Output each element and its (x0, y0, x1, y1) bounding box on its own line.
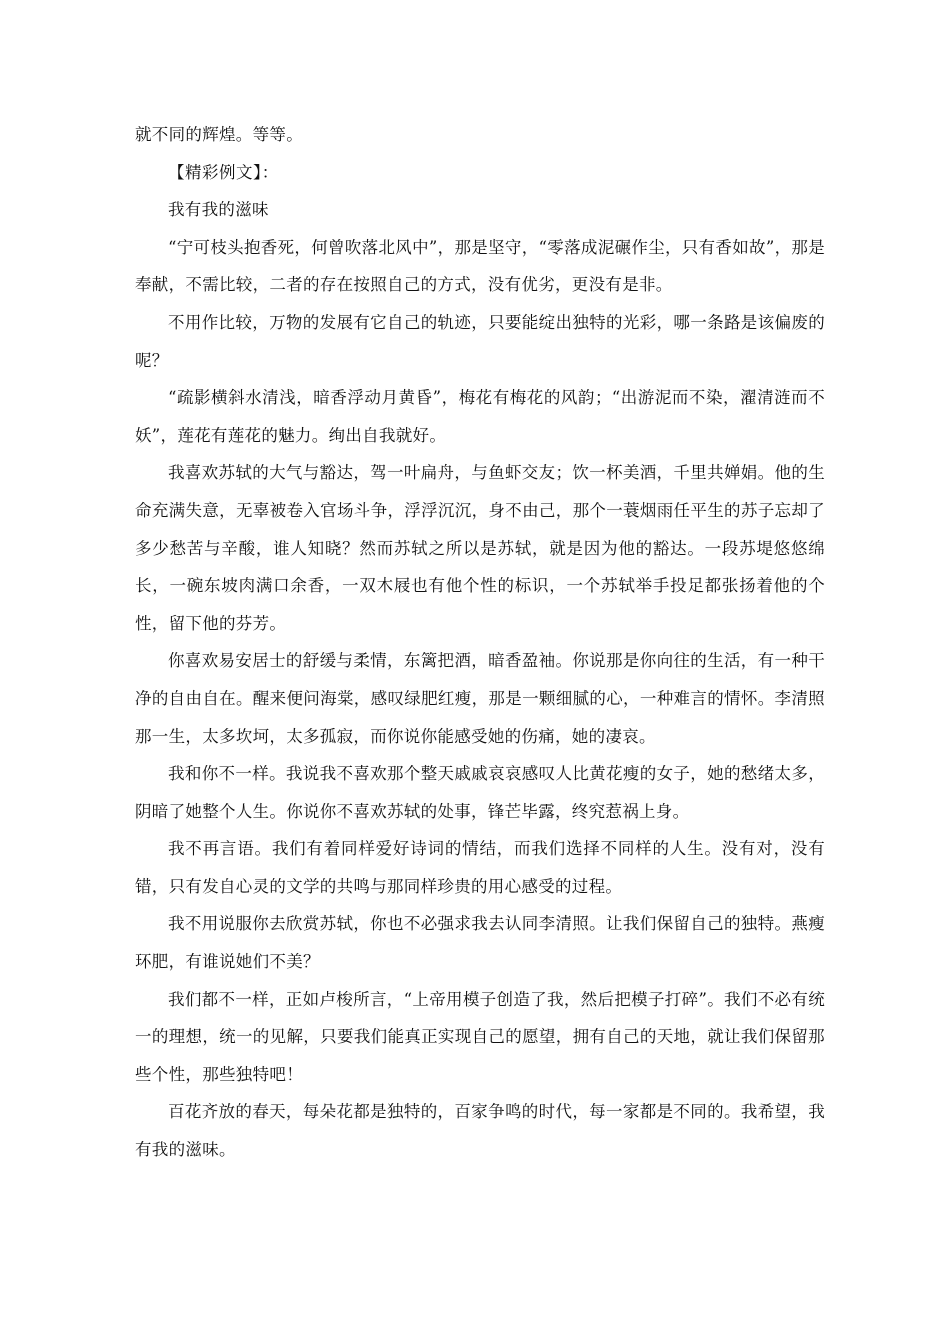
essay-paragraph-5: 你喜欢易安居士的舒缓与柔情，东篱把酒，暗香盈袖。你说那是你向往的生活，有一种干净的自由自在。醒来便问海棠，感叹绿肥红瘦，那是一颗细腻的心，一种难言的情怀。李清照那一生，太多坎坷，太多孤寂，而你说你能感受她的伤痛，她的凄哀。 (135, 651, 825, 746)
essay-paragraph-3: “疏影横斜水清浅，暗香浮动月黄昏”，梅花有梅花的风韵；“出游泥而不染，濯清涟而不妖”，莲花有莲花的魅力。绚出自我就好。 (135, 388, 825, 445)
document-page (135, 116, 825, 1169)
essay-paragraph-1: “宁可枝头抱香死，何曾吹落北风中”，那是坚守，“零落成泥碾作尘，只有香如故”，那是奉献，不需比较，二者的存在按照自己的方式，没有优劣，更没有是非。 (135, 237, 825, 295)
essay-paragraph-2: 不用作比较，万物的发展有它自己的轨迹，只要能绽出独特的光彩，哪一条路是该偏废的呢？ (135, 312, 825, 370)
continuation-text: 就不同的辉煌。等等。 (135, 125, 303, 144)
essay-paragraph-6: 我和你不一样。我说我不喜欢那个整天戚戚哀哀感叹人比黄花瘦的女子，她的愁绪太多，阴暗了她整个人生。你说你不喜欢苏轼的处事，锋芒毕露，终究惹祸上身。 (135, 764, 825, 821)
essay-paragraph-10: 百花齐放的春天，每朵花都是独特的，百家争鸣的时代，每一家都是不同的。我希望，我有我的滋味。 (135, 1102, 825, 1160)
essay-paragraph-8: 我不用说服你去欣赏苏轼，你也不必强求我去认同李清照。让我们保留自己的独特。燕瘦环肥，有谁说她们不美？ (135, 914, 825, 972)
essay-paragraph-7: 我不再言语。我们有着同样爱好诗词的情结，而我们选择不同样的人生。没有对，没有错，只有发自心灵的文学的共鸣与那同样珍贵的用心感受的过程。 (135, 839, 825, 896)
essay-paragraph-4: 我喜欢苏轼的大气与豁达，驾一叶扁舟，与鱼虾交友；饮一杯美酒，千里共婵娟。他的生命充满失意，无辜被卷入官场斗争，浮浮沉沉，身不由己，那个一蓑烟雨任平生的苏子忘却了多少愁苦与辛酸，谁人知晓？然而苏轼之所以是苏轼，就是因为他的豁达。一段苏堤悠悠绵长，一碗东坡肉满口余香，一双木屐也有他个性的标识，一个苏轼举手投足都张扬着他的个性，留下他的芬芳。 (135, 463, 825, 633)
essay-title: 我有我的滋味 (168, 200, 269, 220)
section-label: 【精彩例文】： (168, 162, 279, 182)
essay-paragraph-9: 我们都不一样，正如卢梭所言，“上帝用模子创造了我，然后把模子打碎”。我们不必有统一的理想，统一的见解，只要我们能真正实现自己的愿望，拥有自己的天地，就让我们保留那些个性，那些独特吧！ (135, 989, 825, 1084)
